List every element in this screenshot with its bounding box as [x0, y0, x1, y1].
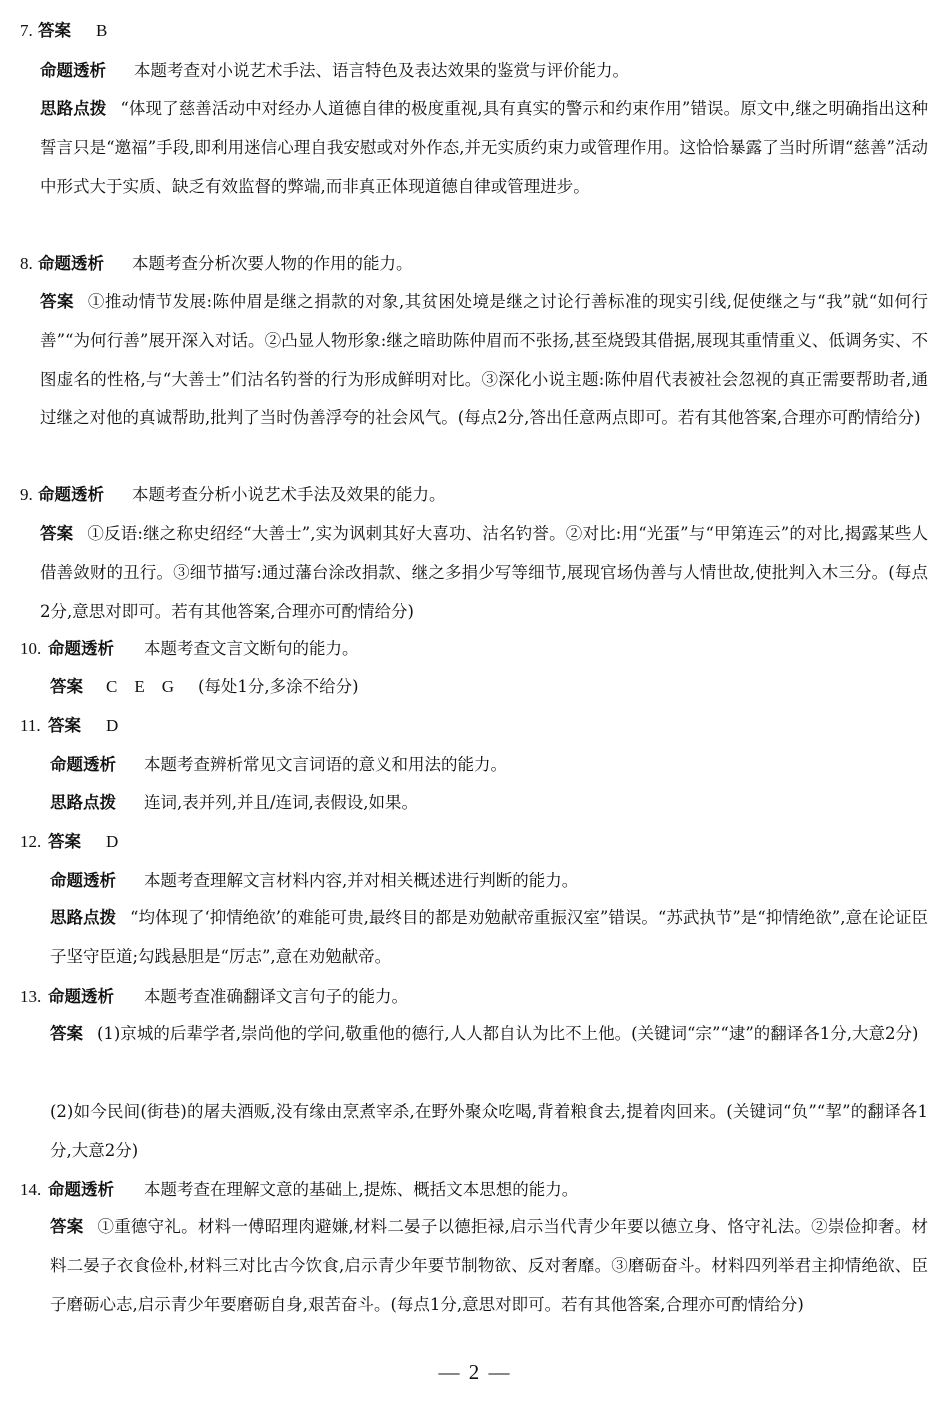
q8-answer-text: ①推动情节发展:陈仲眉是继之捐款的对象,其贫困处境是继之讨论行善标准的现实引线,促使继之与“我”就“如何行善”“为何行善”展开深入对话。②凸显人物形象:继之暗助陈仲眉而不张扬,甚至烧毁其借据,展现其重情重义、低调务实、不图虚名的性格,与“大善士”们沽名钓誉的行为形成鲜明对比。③深化小说主题:陈仲眉代表被社会忽视的真正需要帮助者,通过继之对他的真诚帮助,批判了当时伪善浮夸的社会风气。(每点2分,答出任意两点即可。若有其他答案,合理亦可酌情给分): [40, 292, 929, 428]
q13-answer2-text: (2)如今民间(街巷)的屠夫酒贩,没有缘由烹煮宰杀,在野外聚众吃喝,背着粮食去,提着肉回来。(关键词“负”“挈”的翻译各1分,大意2分): [50, 1102, 928, 1160]
q13-answer2-paragraph: [50, 1093, 928, 1171]
q11-answer-label: 答案: [48, 716, 81, 735]
q13-number: 13.: [20, 987, 42, 1006]
q12-number: 12.: [20, 832, 42, 851]
q14-number: 14.: [20, 1180, 42, 1199]
q8-answer-paragraph: [40, 283, 928, 438]
q10-answer-note: (每处1分,多涂不给分): [198, 677, 359, 696]
q7-answer-value: B: [96, 21, 108, 40]
q14-answer-paragraph: [50, 1208, 928, 1324]
q12-hint-text: “均体现了‘抑情绝欲’的难能可贵,最终目的都是劝勉献帝重振汉室”错误。“苏武执节”是“抑情绝欲”,意在论证臣子坚守臣道;勾践悬胆是“厉志”,意在劝勉献帝。: [50, 908, 928, 966]
q10-answer-label: 答案: [50, 677, 83, 696]
q9-answer-label: 答案: [40, 524, 74, 543]
q7-hint-paragraph: [40, 90, 928, 206]
q7-number: 7.: [20, 21, 33, 40]
q11-answer-value: D: [106, 716, 119, 735]
q11-hint-text: 连词,表并列,并且/连词,表假设,如果。: [144, 793, 419, 812]
q7-analysis-label: 命题透析: [40, 61, 106, 80]
q8-analysis-text: 本题考查分析次要人物的作用的能力。: [132, 254, 413, 273]
q12-answer-label: 答案: [48, 832, 81, 851]
page-number: — 2 —: [438, 1360, 512, 1384]
q12-hint-paragraph: [50, 899, 928, 977]
q9-answer-text: ①反语:继之称史绍经“大善士”,实为讽刺其好大喜功、沽名钓誉。②对比:用“光蛋”与“甲第连云”的对比,揭露某些人借善敛财的丑行。③细节描写:通过藩台涂改捐款、继之多捐少写等细节,展现官场伪善与人情世故,使批判入木三分。(每点2分,意思对即可。若有其他答案,合理亦可酌情给分): [40, 524, 928, 621]
q14-analysis-label: 命题透析: [48, 1180, 114, 1199]
q9-analysis-label: 命题透析: [38, 485, 104, 504]
q13-analysis-text: 本题考查准确翻译文言句子的能力。: [144, 987, 408, 1006]
q14-answer-text: ①重德守礼。材料一傅昭理肉避嫌,材料二晏子以德拒禄,启示当代青少年要以德立身、恪守礼法。②崇俭抑奢。材料二晏子衣食俭朴,材料三对比古今饮食,启示青少年要节制物欲、反对奢靡。③磨砺奋斗。材料四列举君主抑情绝欲、臣子磨砺心志,启示青少年要磨砺自身,艰苦奋斗。(每点1分,意思对即可。若有其他答案,合理亦可酌情给分): [50, 1217, 928, 1314]
q9-analysis-text: 本题考查分析小说艺术手法及效果的能力。: [132, 485, 446, 504]
q13-answer1-paragraph: [50, 1015, 928, 1054]
q7-hint-label: 思路点拨: [40, 99, 107, 118]
q8-analysis-label: 命题透析: [38, 254, 104, 273]
q12-answer-value: D: [106, 832, 119, 851]
q14-answer-label: 答案: [50, 1217, 84, 1236]
q13-analysis-label: 命题透析: [48, 987, 114, 1006]
q7-hint-text: “体现了慈善活动中对经办人道德自律的极度重视,具有真实的警示和约束作用”错误。原文中,继之明确指出这种誓言只是“邀福”手段,即利用迷信心理自我安慰或对外作态,并无实质约束力或管理作用。这恰恰暴露了当时所谓“慈善”活动中形式大于实质、缺乏有效监督的弊端,而非真正体现道德自律或管理进步。: [40, 99, 928, 196]
q11-number: 11.: [20, 716, 41, 735]
q10-answer-letters: C E G: [106, 677, 174, 696]
q7-answer-label: 答案: [38, 21, 71, 40]
q14-analysis-text: 本题考查在理解文意的基础上,提炼、概括文本思想的能力。: [144, 1180, 579, 1199]
q8-number: 8.: [20, 254, 33, 273]
q9-answer-paragraph: [40, 515, 928, 631]
q10-analysis-text: 本题考查文言文断句的能力。: [144, 639, 359, 658]
q12-analysis-text: 本题考查理解文言材料内容,并对相关概述进行判断的能力。: [144, 871, 579, 890]
q10-analysis-label: 命题透析: [48, 639, 114, 658]
q8-answer-label: 答案: [40, 292, 74, 311]
q11-hint-label: 思路点拨: [50, 793, 116, 812]
q10-number: 10.: [20, 639, 42, 658]
q13-answer-label: 答案: [50, 1024, 83, 1043]
q11-analysis-text: 本题考查辨析常见文言词语的意义和用法的能力。: [144, 755, 507, 774]
q9-number: 9.: [20, 485, 33, 504]
q13-answer1-text: (1)京城的后辈学者,崇尚他的学问,敬重他的德行,人人都自认为比不上他。(关键词“宗”“逮”的翻译各1分,大意2分): [97, 1024, 919, 1043]
q12-analysis-label: 命题透析: [50, 871, 116, 890]
q11-analysis-label: 命题透析: [50, 755, 116, 774]
q7-analysis-text: 本题考查对小说艺术手法、语言特色及表达效果的鉴赏与评价能力。: [134, 61, 629, 80]
q12-hint-label: 思路点拨: [50, 908, 117, 927]
